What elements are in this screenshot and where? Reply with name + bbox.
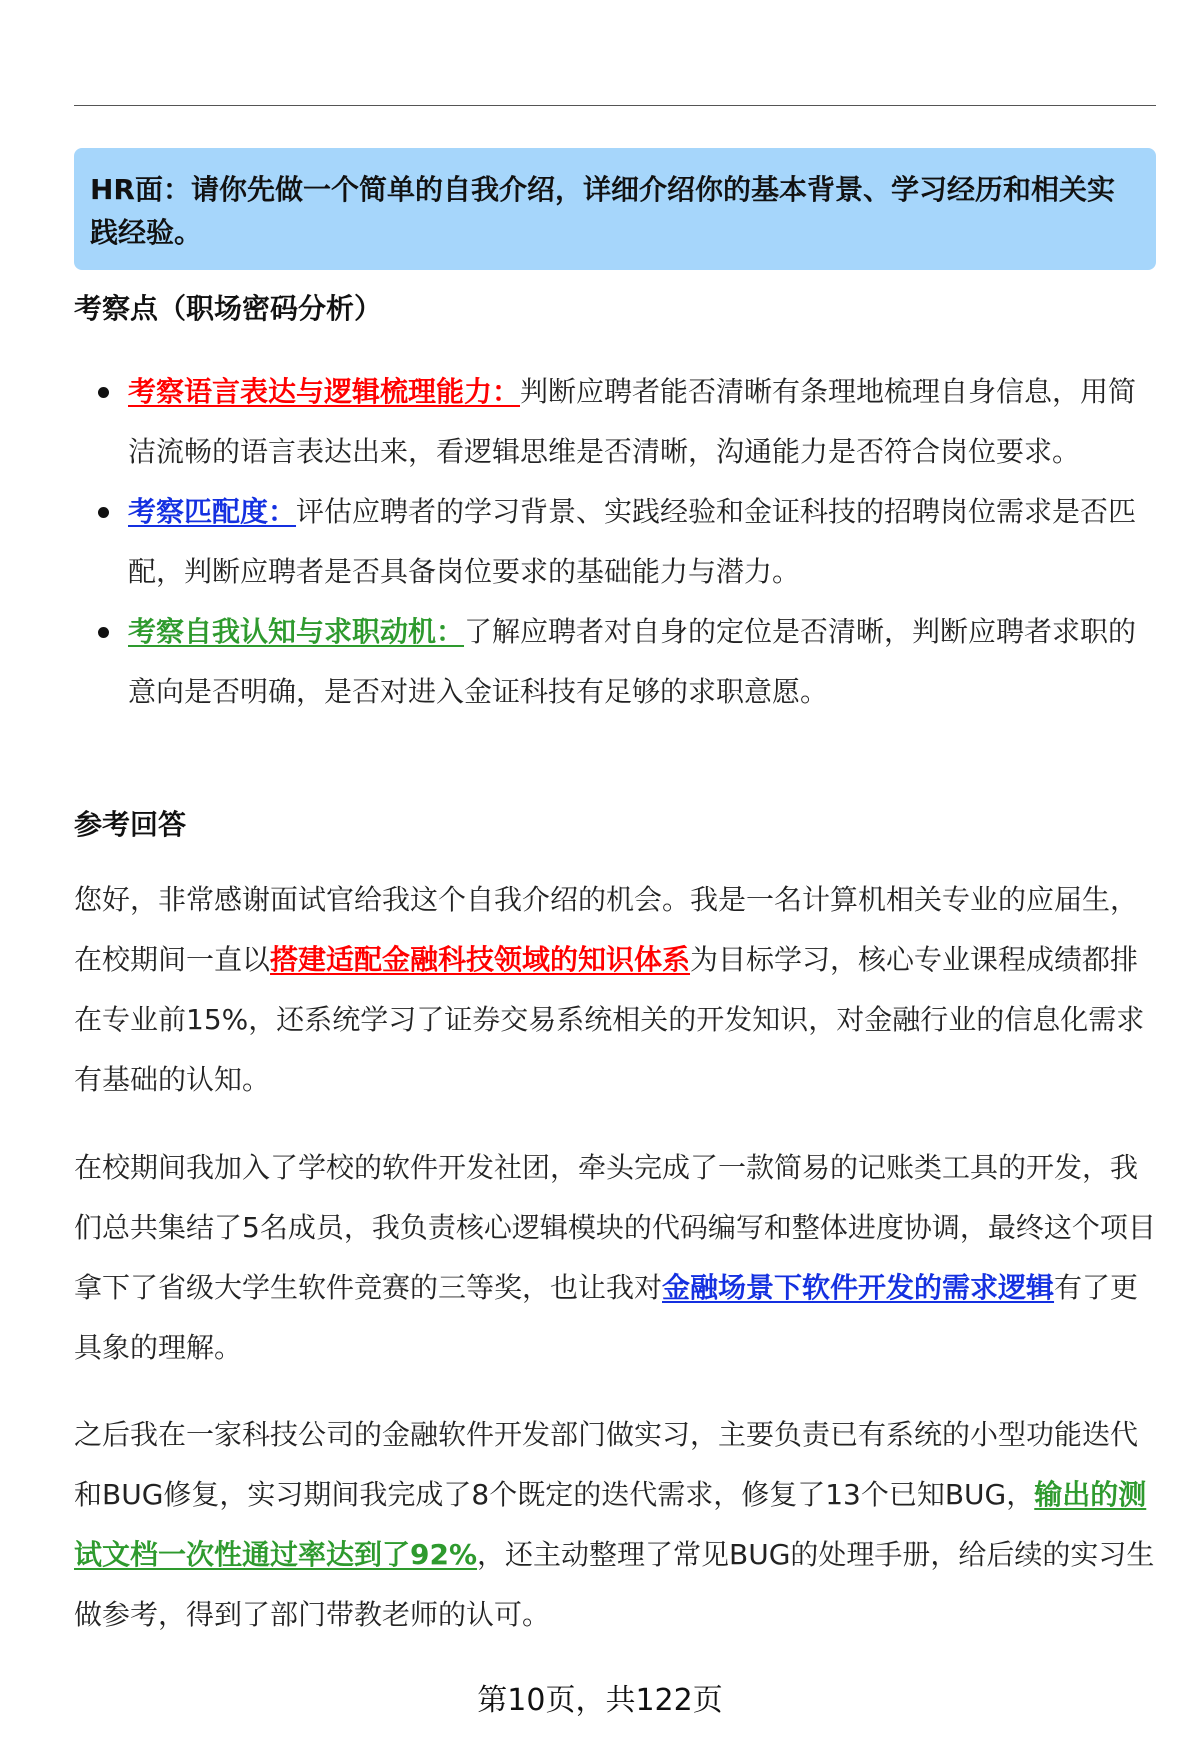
- bullet-icon: [98, 507, 109, 518]
- paragraph-text: ，还主动整理了常见BUG的处理手册，给后续的实习生做参考，得到了部门带教老师的认可。: [74, 1538, 1155, 1631]
- paragraph-text: 之后我在一家科技公司的金融软件开发部门做实习，主要负责已有系统的小型功能迭代和BUG修复，实习期间我完成了8个既定的迭代需求，修复了13个已知BUG，: [74, 1418, 1139, 1511]
- bullet-text: 了解应聘者对自身的定位是否清晰，判断应聘者求职的意向是否明确，是否对进入金证科技有足够的求职意愿。: [128, 615, 1137, 708]
- list-item: [74, 482, 1156, 602]
- answer-paragraph-2: [74, 1138, 1156, 1378]
- bullet-icon: [98, 387, 109, 398]
- paragraph-text: 有了更具象的理解。: [74, 1271, 1139, 1364]
- paragraph-highlight: 输出的测试文档一次性通过率达到了92%: [74, 1478, 1147, 1571]
- list-item: [74, 362, 1156, 482]
- top-divider: [74, 105, 1156, 106]
- paragraph-text: 为目标学习，核心专业课程成绩都排在专业前15%，还系统学习了证券交易系统相关的开发知识，对金融行业的信息化需求有基础的认知。: [74, 943, 1145, 1096]
- paragraph-highlight: 搭建适配金融科技领域的知识体系: [270, 943, 691, 976]
- question-text: HR面：请你先做一个简单的自我介绍，详细介绍你的基本背景、学习经历和相关实践经验。: [90, 173, 1115, 249]
- list-item: [74, 602, 1156, 722]
- bullet-text: 判断应聘者能否清晰有条理地梳理自身信息，用简洁流畅的语言表达出来，看逻辑思维是否清晰，沟通能力是否符合岗位要求。: [128, 375, 1137, 468]
- assessment-list: [74, 362, 1156, 722]
- bullet-highlight: 考察匹配度：: [128, 495, 297, 528]
- bullet-highlight: 考察语言表达与逻辑梳理能力：: [128, 375, 521, 408]
- section-title-answer: 参考回答: [74, 808, 187, 841]
- bullet-highlight: 考察自我认知与求职动机：: [128, 615, 465, 648]
- bullet-text: 评估应聘者的学习背景、实践经验和金证科技的招聘岗位需求是否匹配，判断应聘者是否具备岗位要求的基础能力与潜力。: [128, 495, 1137, 588]
- answer-paragraph-3: [74, 1405, 1156, 1645]
- paragraph-text: 您好，非常感谢面试官给我这个自我介绍的机会。我是一名计算机相关专业的应届生，在校期间一直以: [74, 883, 1139, 976]
- section-title-assessment: 考察点（职场密码分析）: [74, 292, 383, 325]
- answer-paragraph-1: [74, 870, 1156, 1110]
- question-box: [74, 148, 1156, 270]
- page-footer: 第10页，共122页: [477, 1683, 723, 1718]
- paragraph-text: 在校期间我加入了学校的软件开发社团，牵头完成了一款简易的记账类工具的开发，我们总共集结了5名成员，我负责核心逻辑模块的代码编写和整体进度协调，最终这个项目拿下了省级大学生软件竞赛的三等奖，也让我对: [74, 1151, 1156, 1304]
- bullet-icon: [98, 627, 109, 638]
- paragraph-highlight: 金融场景下软件开发的需求逻辑: [662, 1271, 1055, 1304]
